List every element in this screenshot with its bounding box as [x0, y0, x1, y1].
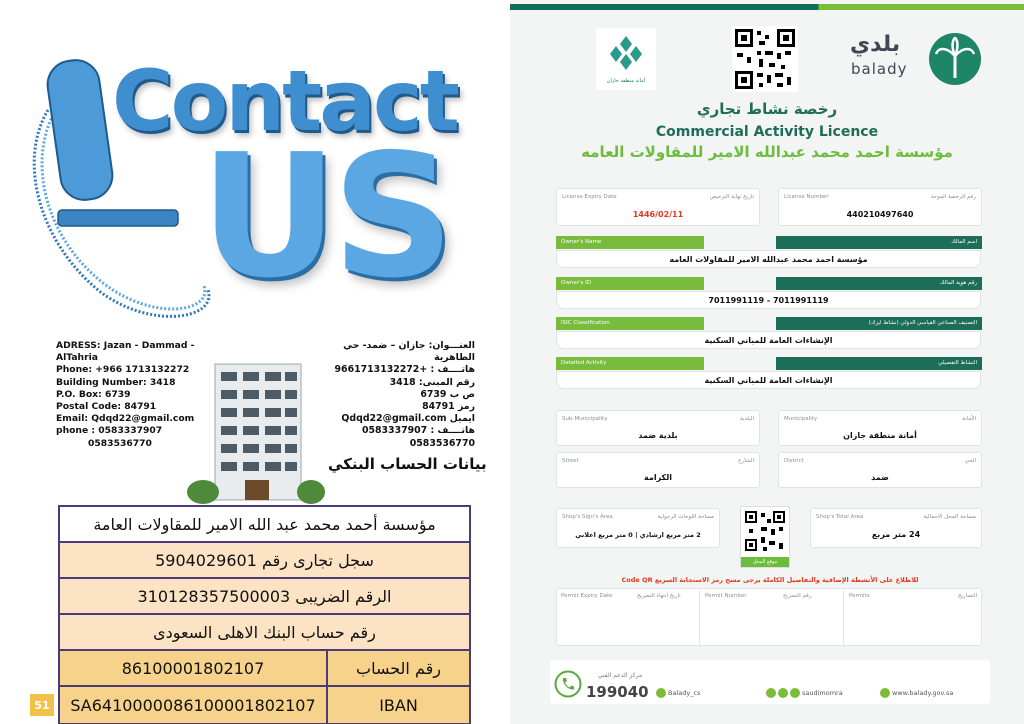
field-value: 24 متر مربع: [871, 530, 921, 539]
licence-title-english: Commercial Activity Licence: [655, 124, 879, 140]
top-accent-bar: [510, 4, 1024, 10]
field-label-en: Municipality: [784, 416, 818, 422]
account-row: [60, 651, 469, 687]
us-heading: US: [200, 118, 449, 316]
bank-section-title: بيانات الحساب البنكي: [328, 455, 487, 473]
contact-heading: Contact: [112, 52, 457, 150]
field-value: ضمد: [871, 473, 889, 482]
phone-icon: [554, 670, 582, 698]
district-field: [778, 452, 982, 488]
balady-english-wordmark: balady: [851, 60, 908, 78]
qr-code-icon: [741, 507, 789, 557]
field-label-ar: مساحة اللوحات الرجولية: [657, 514, 714, 520]
field-label-en: Shop's Total Area: [816, 514, 864, 520]
address-line: ايميل Qdqd22@gmail.com: [341, 413, 475, 425]
qr-notice: للاطلاع على الأنشطة الإضافية والتفاصيل الكاملة يرجى مسح رمز الاستجابة السريع Code QR: [621, 576, 919, 584]
jazan-municipality-logo: [596, 28, 656, 90]
owner-name-label-en: Owner's Name: [556, 236, 704, 249]
address-line: العنـــوان: جازان – ضمد- حي الطاهرية: [343, 340, 475, 364]
support-number: 199040: [586, 683, 649, 701]
owner-name-value: مؤسسة احمد محمد عبدالله الامير للمقاولات العامه: [556, 250, 981, 268]
permit-col-header: رقم التصريح: [783, 593, 812, 599]
field-value: 440210497640: [846, 210, 914, 219]
sign-area-field: [556, 508, 720, 548]
address-line: ADRESS: Jazan - Dammad - AlTahria: [56, 340, 195, 364]
address-line: رمز 84791: [422, 401, 475, 413]
address-line: 0583536770: [88, 437, 152, 449]
qr-code-icon: [732, 26, 798, 92]
field-label-ar: رقم الرخصة الموحد: [930, 194, 976, 200]
account-label: رقم الحساب: [356, 658, 441, 678]
field-label-en: District: [784, 458, 804, 464]
detailed-activity-value: الإنشاءات العامة للمباني السكنية: [556, 371, 981, 389]
balady-palm-logo-icon: [928, 32, 982, 86]
globe-icon: [880, 688, 890, 698]
field-label-en: Sub-Municipality: [562, 416, 608, 422]
field-label-ar: مساحة المحل الاجمالية: [923, 514, 976, 520]
website-link[interactable]: [880, 688, 953, 698]
iban-value: SA6410000086100001802107: [60, 687, 328, 723]
address-line: رقم المبنى: 3418: [389, 376, 475, 388]
field-value: الكرامة: [644, 473, 672, 482]
website-label: www.balady.gov.sa: [892, 689, 954, 697]
address-line: هاتــــف : +9661713132272: [334, 364, 475, 376]
licence-number-field: [778, 188, 982, 226]
owner-name-label-ar: اسم المالك: [776, 236, 982, 249]
field-label-ar: الشارع: [738, 458, 754, 464]
social-cs-label: Balady_cs: [668, 689, 701, 697]
address-line: Postal Code: 84791: [56, 401, 157, 413]
balady-arabic-wordmark: بلدي: [850, 32, 901, 57]
bank-row: سجل تجارى رقم 5904029601: [60, 543, 469, 579]
address-arabic: [300, 340, 475, 450]
twitter-icon: [766, 688, 776, 698]
field-label-ar: الحي: [964, 458, 976, 464]
detailed-activity-label-ar: النشاط التفصيلي: [776, 357, 982, 370]
permit-col-header: تاريخ انتهاء التصريح: [637, 593, 681, 599]
municipality-caption: أمانة منطقة جازان: [606, 78, 646, 84]
municipality-emblem-icon: [596, 28, 656, 74]
owner-id-label-en: Owner's ID: [556, 277, 704, 290]
address-line: Building Number: 3418: [56, 376, 176, 388]
address-line: ص ب 6739: [420, 388, 475, 400]
page-number: 51: [30, 694, 54, 716]
expiry-date-field: [556, 188, 760, 226]
company-name-title: مؤسسة احمد محمد عبدالله الامير للمقاولات العامه: [581, 143, 953, 161]
municipality-field: [778, 410, 982, 446]
social-mun[interactable]: [766, 688, 843, 698]
field-label-ar: الأمانة: [962, 416, 976, 422]
bank-row: الرقم الضريبى 310128357500003: [60, 579, 469, 615]
street-field: [556, 452, 760, 488]
address-line: هاتــــف : 0583337907: [361, 425, 475, 437]
bank-row: مؤسسة أحمد محمد عبد الله الامير للمقاولات العامة: [60, 507, 469, 543]
permit-col-header: Permits: [849, 593, 870, 599]
field-label-en: License Expiry Date: [562, 194, 617, 200]
licence-title-arabic: رخصة نشاط تجاري: [696, 100, 838, 118]
detailed-activity-label-en: Detailed Activity: [556, 357, 704, 370]
permit-col-header: التصاريح: [957, 593, 977, 599]
total-area-field: [810, 508, 982, 548]
field-label-ar: تاريخ نهاية الترخيص: [709, 194, 754, 200]
left-page: [0, 0, 505, 724]
owner-id-value: 7011991119 - 7011991119: [556, 291, 981, 309]
social-mun-label: saudimomra: [802, 689, 843, 697]
isic-label-ar: التصنيف الصناعي القياسي الدولي (نشاط ايزك): [776, 317, 982, 330]
licence-page: [510, 0, 1024, 724]
address-line: Email: Qdqd22@gmail.com: [56, 413, 195, 425]
address-line: P.O. Box: 6739: [56, 388, 131, 400]
qr-caption: موقع المحل: [741, 557, 789, 567]
owner-id-label-ar: رقم هوية المالك: [776, 277, 982, 290]
address-line: phone : 0583337907: [56, 425, 163, 437]
iban-row: [60, 687, 469, 723]
bank-row: رقم حساب البنك الاهلى السعودى: [60, 615, 469, 651]
account-value: 86100001802107: [60, 651, 328, 685]
permit-col-header: Permit Expiry Date: [561, 593, 613, 599]
field-value: بلدية ضمد: [638, 431, 678, 440]
field-value: 2 متر مربع ارشادي | 0 متر مربع اعلاني: [575, 531, 701, 539]
twitter-icon: [656, 688, 666, 698]
field-value: أمانة منطقة جازان: [843, 431, 917, 440]
youtube-icon: [790, 688, 800, 698]
field-value: 1446/02/11: [632, 210, 684, 219]
isic-label-en: ISIC Classification: [556, 317, 704, 330]
shop-location-qr[interactable]: [740, 506, 790, 568]
facebook-icon: [778, 688, 788, 698]
address-line: Phone: +966 1713132272: [56, 364, 190, 376]
bank-table: [58, 505, 471, 724]
permit-col-header: Permit Number: [705, 593, 747, 599]
iban-label: IBAN: [379, 695, 418, 715]
field-label-en: Street: [562, 458, 579, 464]
field-label-ar: البلدية: [739, 416, 754, 422]
permits-table: [556, 588, 982, 646]
isic-value: الإنشاءات العامة للمباني السكنية: [556, 331, 981, 349]
support-label: مركز الدعم الفني: [598, 672, 643, 679]
social-cs[interactable]: [656, 688, 700, 698]
field-label-en: License Number: [784, 194, 829, 200]
field-label-en: Shop's Sign's Area: [562, 514, 613, 520]
sub-municipality-field: [556, 410, 760, 446]
address-line: 0583536770: [409, 437, 475, 449]
